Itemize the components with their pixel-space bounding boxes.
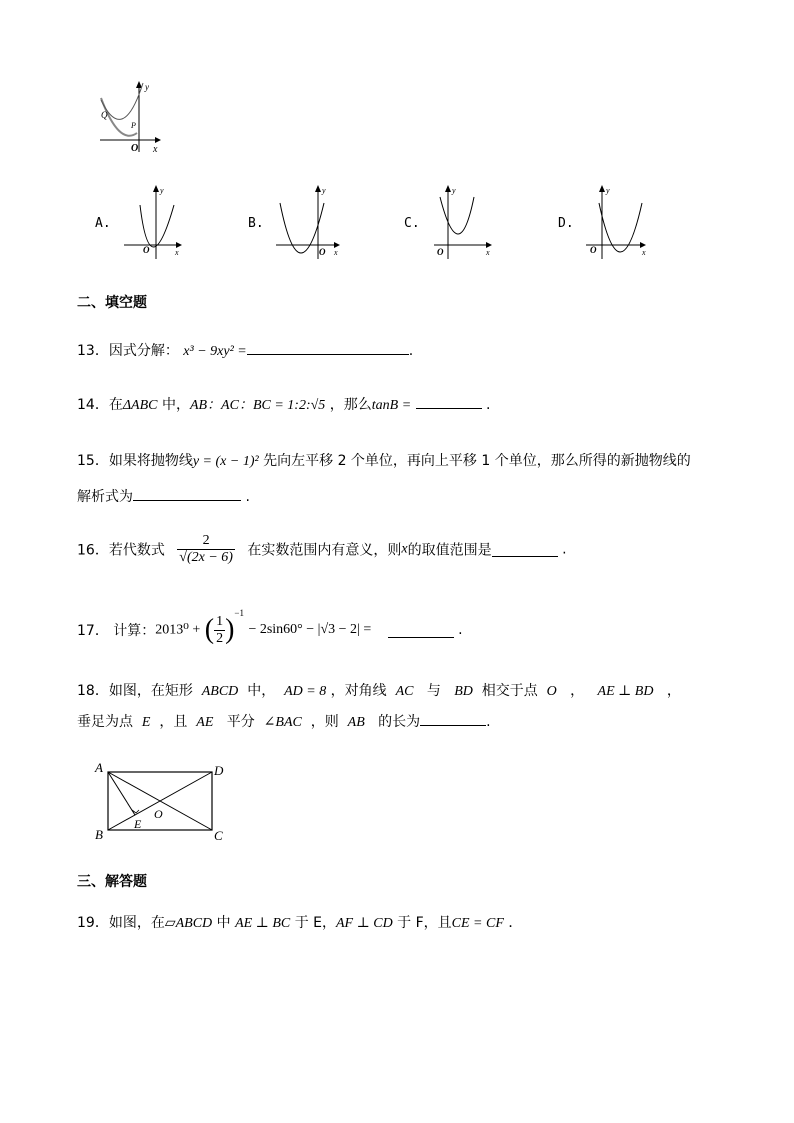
- q18-l1-0: 如图，在矩形: [108, 683, 193, 699]
- q16-end: .: [562, 541, 567, 558]
- option-b-label: B.: [248, 216, 264, 231]
- q19-number: 19．: [77, 915, 109, 931]
- q15-line2: 解析式为: [77, 489, 133, 505]
- q18-l2-0: 垂足为点: [77, 714, 133, 730]
- q14-pre: 在: [108, 397, 123, 413]
- q14-answer-blank: [416, 394, 482, 409]
- q16-answer-blank: [492, 542, 558, 557]
- question-16: [77, 533, 567, 566]
- q19-mid1: 中: [216, 915, 231, 931]
- question-13: [77, 340, 413, 360]
- q18-l2-8: 的长为: [378, 714, 421, 730]
- q19-cond2: AF ⊥ CD: [335, 916, 393, 931]
- question-17: [77, 608, 463, 647]
- option-d-graph: [582, 183, 652, 261]
- q18-l1-2: 中，: [247, 683, 276, 699]
- section-fill-in-title: 二、填空题: [77, 295, 147, 311]
- q18-end: .: [486, 714, 491, 730]
- q18-l1-5: AC: [395, 684, 414, 699]
- q18-l2-4: 平分: [226, 714, 255, 730]
- q14-end: .: [486, 397, 491, 413]
- q18-l1-4: ，对角线: [330, 683, 387, 699]
- q16-fraction: [177, 533, 235, 566]
- q19-mid3: 于 F，且: [397, 915, 452, 931]
- top-graph: [95, 78, 165, 158]
- top-graph-p: P: [131, 121, 136, 130]
- option-c-label: C.: [404, 216, 420, 231]
- option-a-graph: [118, 183, 188, 261]
- q13-expression: x³ − 9xy² =: [183, 344, 247, 359]
- q18-l2-2: ，且: [159, 714, 188, 730]
- option-d-label: D.: [558, 216, 574, 231]
- top-graph-y: y: [145, 82, 149, 92]
- q19-parallelogram: ▱ABCD: [164, 916, 213, 931]
- q16-pre: 若代数式: [108, 542, 165, 559]
- q17-answer-blank: [388, 623, 454, 638]
- question-18-line2: [77, 711, 491, 731]
- q14-number: 14．: [77, 397, 109, 413]
- fig-label-e: E: [134, 817, 142, 831]
- q18-l1-11: AE ⊥ BD: [597, 684, 654, 699]
- q19-pre: 如图，在: [108, 915, 165, 931]
- q19-cond1: AE ⊥ BC: [235, 916, 291, 931]
- fig-label-b: B: [95, 827, 103, 842]
- fig-label-d: D: [214, 763, 224, 778]
- q17-exponent: −1: [234, 608, 244, 618]
- q19-mid2: 于 E，: [294, 915, 336, 931]
- q18-l2-5: ∠BAC: [263, 715, 302, 730]
- q15-end: .: [245, 489, 250, 505]
- q17-expr1: 2013⁰ +: [155, 622, 201, 638]
- q19-end: ．: [508, 915, 523, 931]
- q15-function: y = (x − 1)²: [192, 454, 259, 469]
- q16-post2: 的取值范围是: [407, 542, 492, 559]
- option-b-x: x: [334, 248, 338, 257]
- q18-l2-1: E: [141, 715, 151, 730]
- q18-l1-8: 相交于点: [481, 683, 538, 699]
- option-d-y: y: [606, 186, 610, 195]
- q14-post: ，那么: [329, 397, 372, 413]
- q16-variable: x: [401, 541, 408, 557]
- q17-half: [214, 614, 225, 647]
- q15-post: 先向左平移 2 个单位，再向上平移 1 个单位，那么所得的新抛物线的: [263, 453, 691, 469]
- option-b-o: O: [319, 247, 326, 257]
- q18-l1-9: O: [546, 684, 557, 699]
- q15-number: 15．: [77, 453, 109, 469]
- option-a-x: x: [175, 248, 179, 257]
- q18-l1-7: BD: [454, 684, 473, 699]
- q17-right-paren: ): [225, 614, 235, 645]
- q16-number: 16．: [77, 542, 109, 559]
- q18-number: 18．: [77, 683, 109, 699]
- q18-answer-blank: [420, 711, 486, 726]
- q16-denominator: √(2x − 6): [179, 550, 233, 565]
- question-14: [77, 394, 491, 414]
- q17-pre: 计算：: [113, 623, 156, 639]
- q16-numerator: 2: [177, 533, 235, 550]
- q19-cond3: CE = CF: [451, 916, 504, 931]
- q14-tan: tanB =: [371, 398, 412, 413]
- top-graph-q: Q: [101, 110, 108, 120]
- question-15-line2: [77, 486, 250, 506]
- q17-number: 17．: [77, 623, 109, 639]
- option-c-o: O: [437, 247, 444, 257]
- q17-left-paren: (: [204, 614, 215, 645]
- q18-l1-1: ABCD: [201, 684, 239, 699]
- q14-triangle: ΔABC: [122, 398, 158, 413]
- option-d-o: O: [590, 245, 597, 255]
- top-graph-x: x: [153, 144, 158, 155]
- q18-l2-3: AE: [196, 715, 214, 730]
- q18-l2-6: ，则: [310, 714, 339, 730]
- q15-pre: 如果将抛物线: [108, 453, 193, 469]
- q13-answer-blank: [247, 340, 409, 355]
- fig-label-c: C: [214, 828, 223, 843]
- top-graph-o: O: [131, 143, 139, 154]
- question-15: [77, 450, 691, 470]
- q18-l1-3: AD = 8: [284, 684, 327, 699]
- option-a-y: y: [160, 186, 164, 195]
- option-c-y: y: [452, 186, 456, 195]
- section-solutions-title: 三、解答题: [77, 874, 147, 890]
- q18-l1-12: ，: [666, 683, 681, 699]
- option-a-o: O: [143, 245, 150, 255]
- q18-l2-7: AB: [347, 715, 365, 730]
- option-b-graph: [272, 183, 348, 261]
- q17-half-denominator: 2: [216, 630, 224, 646]
- q18-l1-6: 与: [426, 683, 441, 699]
- question-18-line1: [77, 680, 681, 700]
- q13-number: 13．: [77, 343, 109, 359]
- option-b-y: y: [322, 186, 326, 195]
- option-a-label: A.: [95, 216, 111, 231]
- q13-end: .: [408, 343, 414, 359]
- q17-end: .: [458, 622, 463, 638]
- q16-post: 在实数范围内有意义，则: [247, 542, 402, 559]
- fig-label-o: O: [154, 807, 163, 821]
- q18-rectangle-figure: [92, 758, 237, 846]
- q14-mid: 中，: [161, 397, 190, 413]
- q14-ratio: AB：AC：BC = 1:2:√5: [189, 398, 326, 413]
- q18-l1-10: ，: [570, 683, 585, 699]
- q13-text: 因式分解：: [108, 343, 179, 359]
- q17-expr2: − 2sin60° − |√3 − 2| =: [248, 622, 372, 637]
- option-c-graph: [430, 183, 498, 261]
- q15-answer-blank: [133, 486, 241, 501]
- question-19: [77, 912, 522, 932]
- option-c-x: x: [486, 248, 490, 257]
- q17-half-numerator: 1: [216, 613, 224, 629]
- option-d-x: x: [642, 248, 646, 257]
- fig-label-a: A: [95, 760, 103, 775]
